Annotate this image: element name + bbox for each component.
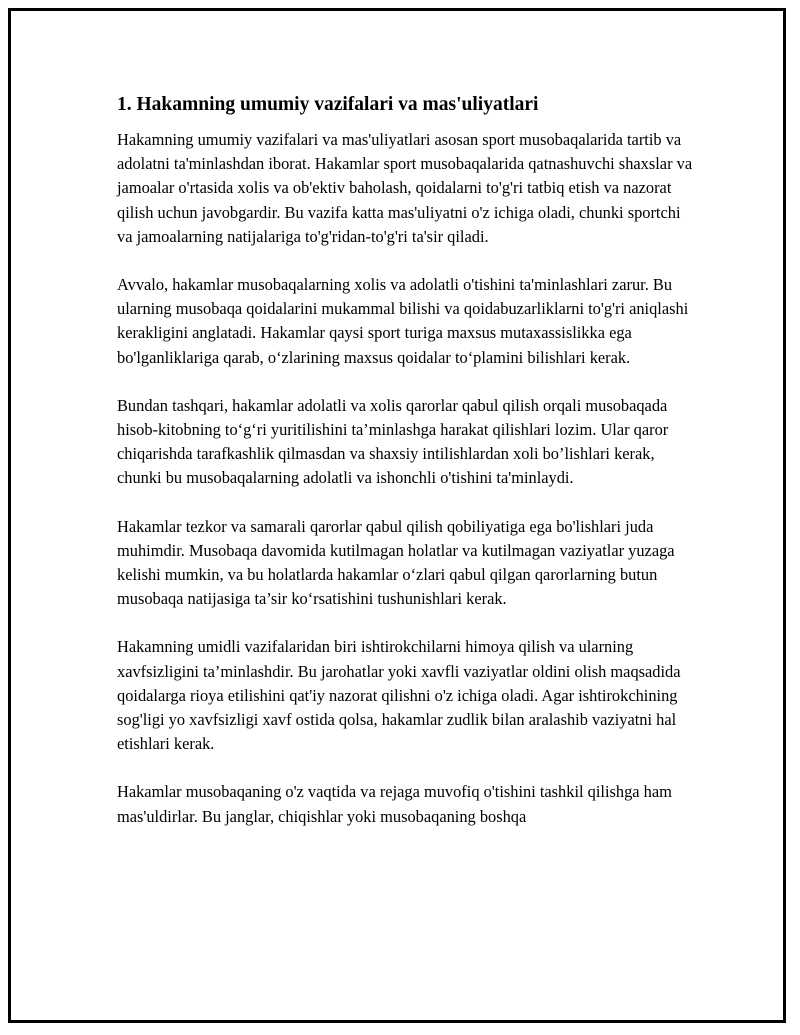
section-heading: 1. Hakamning umumiy vazifalari va mas'uliyatlari xyxy=(117,94,539,115)
paragraph-4: Hakamlar tezkor va samarali qarorlar qabul qilish qobiliyatiga ega bo'lishlari juda muhimdir. Musobaqa davomida kutilmagan holatlar va kutilmagan vaziyatlar yuzaga kelishi mumkin, va bu holatlarda hakamlar o‘zlari qabul qilgan qarorlarning butun musobaqa natijasiga ta’sir ko‘rsatishini tushunishlari kerak. xyxy=(117,516,675,609)
document-body xyxy=(117,92,697,853)
paragraph-6: Hakamlar musobaqaning o'z vaqtida va rejaga muvofiq o'tishini tashkil qilishga ham mas'uldirlar. Bu janglar, chiqishlar yoki musobaqaning boshqa xyxy=(117,782,672,826)
paragraph-5: Hakamning umidli vazifalaridan biri ishtirokchilarni himoya qilish va ularning xavfsizligini ta’minlashdir. Bu jarohatlar yoki xavfli vaziyatlar oldini olish maqsadida qoidalarga rioya etilishini qat'iy nazorat qilishni o'z ichiga oladi. Agar ishtirokchining sog'ligi yo xavfsizligi xavf ostida qolsa, hakamlar zudlik bilan aralashib vaziyatni hal etishlari kerak. xyxy=(117,637,681,754)
paragraph-3: Bundan tashqari, hakamlar adolatli va xolis qarorlar qabul qilish orqali musobaqada hisob-kitobning to‘g‘ri yuritilishini ta’minlashga harakat qilishlari lozim. Ular qaror chiqarishda tarafkashlik qilmasdan va shaxsiy intilishlardan xoli bo’lishlari kerak, chunki bu musobaqalarning adolatli va ishonchli o'tishini ta'minlaydi. xyxy=(117,395,669,488)
paragraph-1: Hakamning umumiy vazifalari va mas'uliyatlari asosan sport musobaqalarida tartib va adolatni ta'minlashdan iborat. Hakamlar sport musobaqalarida qatnashuvchi shaxslar va jamoalar o'rtasida xolis va ob'ektiv baholash, qoidalarni to'g'ri tatbiq etish va nazorat qilish uchun javobgardir. Bu vazifa katta mas'uliyatni o'z ichiga oladi, chunki sportchi va jamoalarning natijalariga to'g'ridan-to'g'ri ta'sir qiladi. xyxy=(117,130,693,246)
paragraph-2: Avvalo, hakamlar musobaqalarning xolis va adolatli o'tishini ta'minlashlari zarur. Bu ularning musobaqa qoidalarini mukammal bilishi va qoidabuzarliklarni to'g'ri aniqlashi kerakligini anglatadi. Hakamlar qaysi sport turiga maxsus mutaxassislikka ega bo'lganliklariga qarab, o‘zlarining maxsus qoidalar to‘plamini bilishlari kerak. xyxy=(117,275,689,367)
